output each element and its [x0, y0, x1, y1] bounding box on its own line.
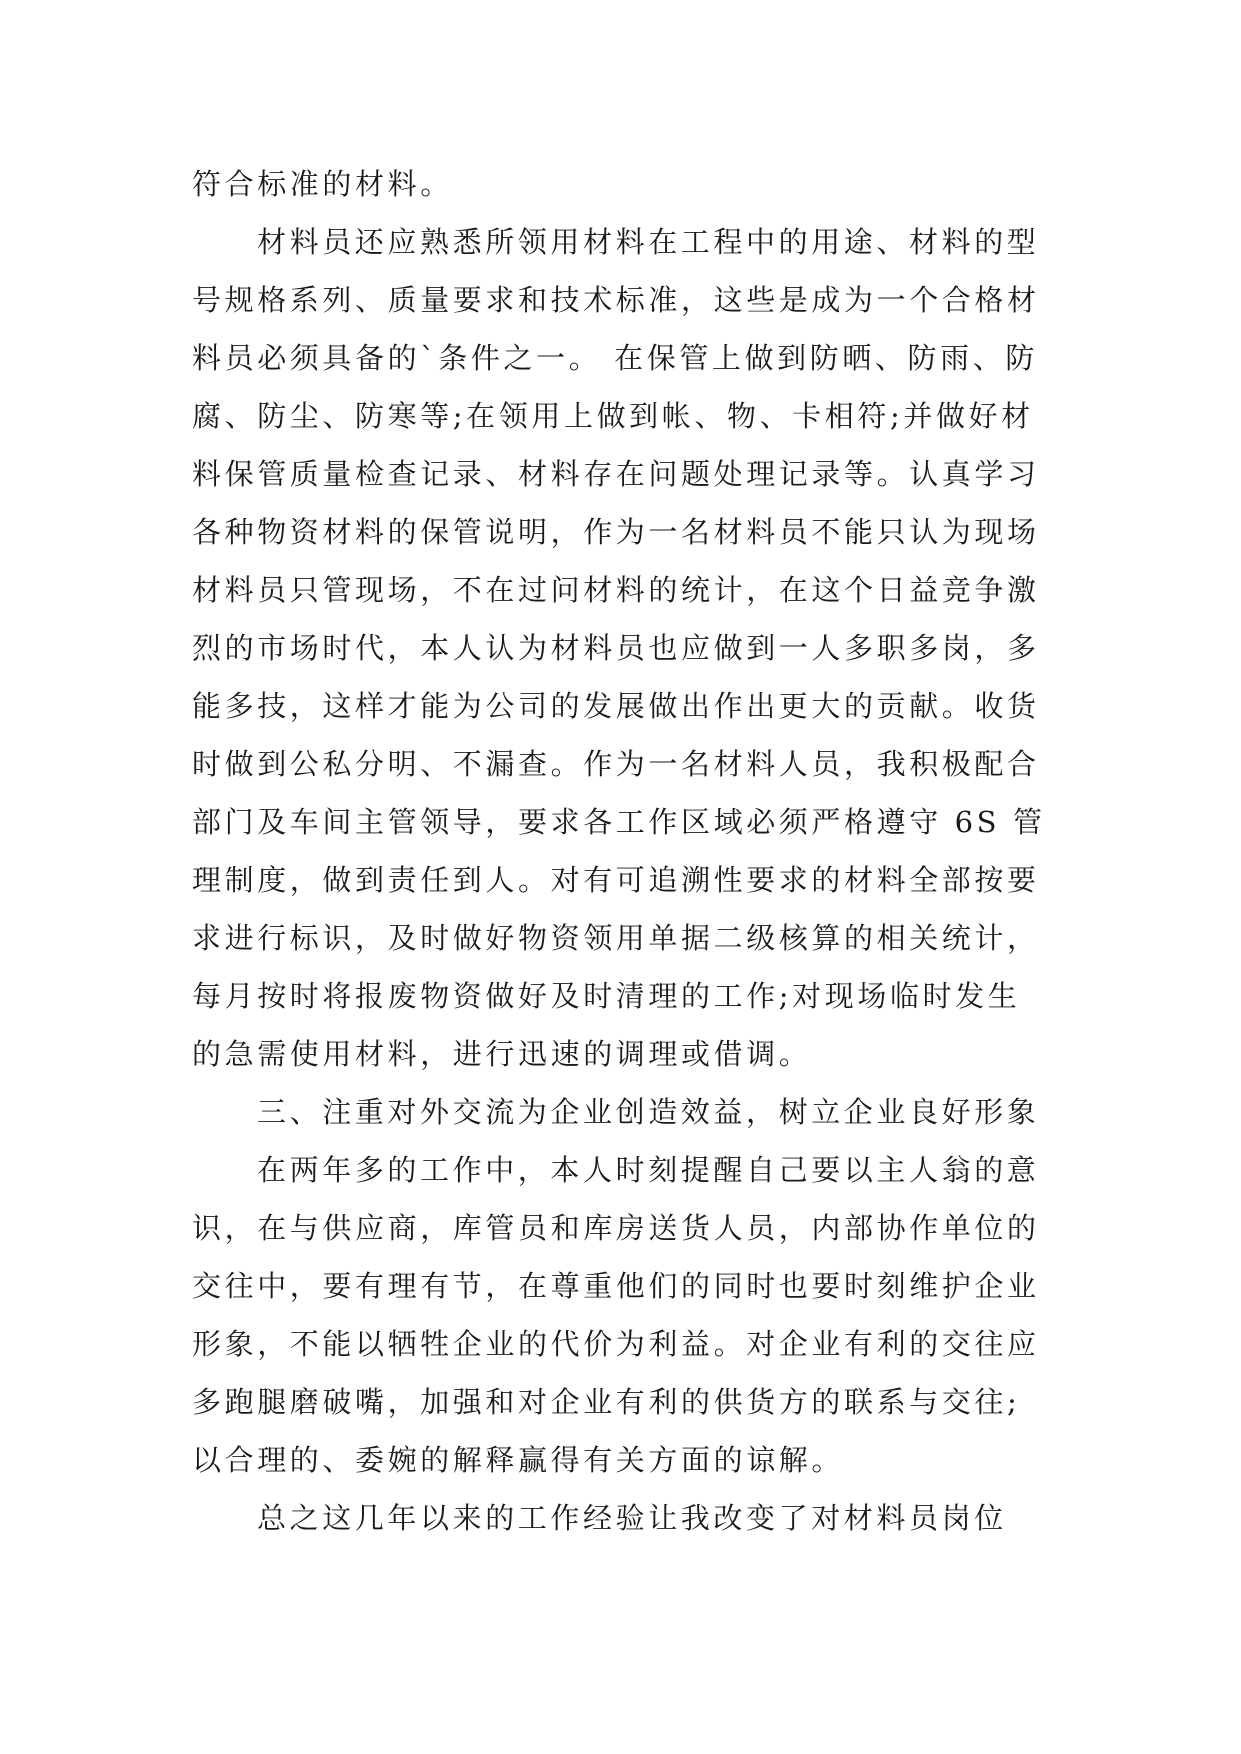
text-line: 部门及车间主管领导，要求各工作区域必须严格遵守 6S 管	[192, 805, 1046, 839]
text-line: 材料员只管现场，不在过问材料的统计，在这个日益竞争激	[192, 573, 1040, 607]
text-line: 交往中，要有理有节，在尊重他们的同时也要时刻维护企业	[192, 1269, 1040, 1303]
text-line: 材料员还应熟悉所领用材料在工程中的用途、材料的型	[257, 225, 1040, 259]
text-line: 总之这几年以来的工作经验让我改变了对材料员岗位	[257, 1501, 1007, 1535]
text-line: 时做到公私分明、不漏查。作为一名材料人员，我积极配合	[192, 747, 1040, 781]
text-line: 的急需使用材料，进行迅速的调理或借调。	[192, 1037, 812, 1071]
text-line: 求进行标识，及时做好物资领用单据二级核算的相关统计，	[192, 921, 1040, 955]
text-line: 能多技，这样才能为公司的发展做出作出更大的贡献。收货	[192, 689, 1040, 723]
text-line: 号规格系列、质量要求和技术标准，这些是成为一个合格材	[192, 283, 1040, 317]
text-line: 识，在与供应商，库管员和库房送货人员，内部协作单位的	[192, 1211, 1040, 1245]
text-line: 多跑腿磨破嘴，加强和对企业有利的供货方的联系与交往;	[192, 1385, 1021, 1419]
text-line: 符合标准的材料。	[192, 167, 453, 201]
text-line: 腐、防尘、防寒等;在领用上做到帐、物、卡相符;并做好材	[192, 399, 1034, 433]
text-line: 烈的市场时代，本人认为材料员也应做到一人多职多岗，多	[192, 631, 1040, 665]
text-line: 以合理的、委婉的解释赢得有关方面的谅解。	[192, 1443, 845, 1477]
section-heading: 三、注重对外交流为企业创造效益，树立企业良好形象	[257, 1095, 1040, 1129]
text-line: 料员必须具备的`条件之一。 在保管上做到防晒、防雨、防	[192, 341, 1038, 375]
body-text	[192, 155, 1051, 1547]
text-line: 每月按时将报废物资做好及时清理的工作;对现场临时发生	[192, 979, 1021, 1013]
text-line: 各种物资材料的保管说明，作为一名材料员不能只认为现场	[192, 515, 1040, 549]
text-line: 在两年多的工作中，本人时刻提醒自己要以主人翁的意	[257, 1153, 1040, 1187]
text-line: 理制度，做到责任到人。对有可追溯性要求的材料全部按要	[192, 863, 1040, 897]
text-line: 料保管质量检查记录、材料存在问题处理记录等。认真学习	[192, 457, 1040, 491]
text-line: 形象，不能以牺牲企业的代价为利益。对企业有利的交往应	[192, 1327, 1040, 1361]
